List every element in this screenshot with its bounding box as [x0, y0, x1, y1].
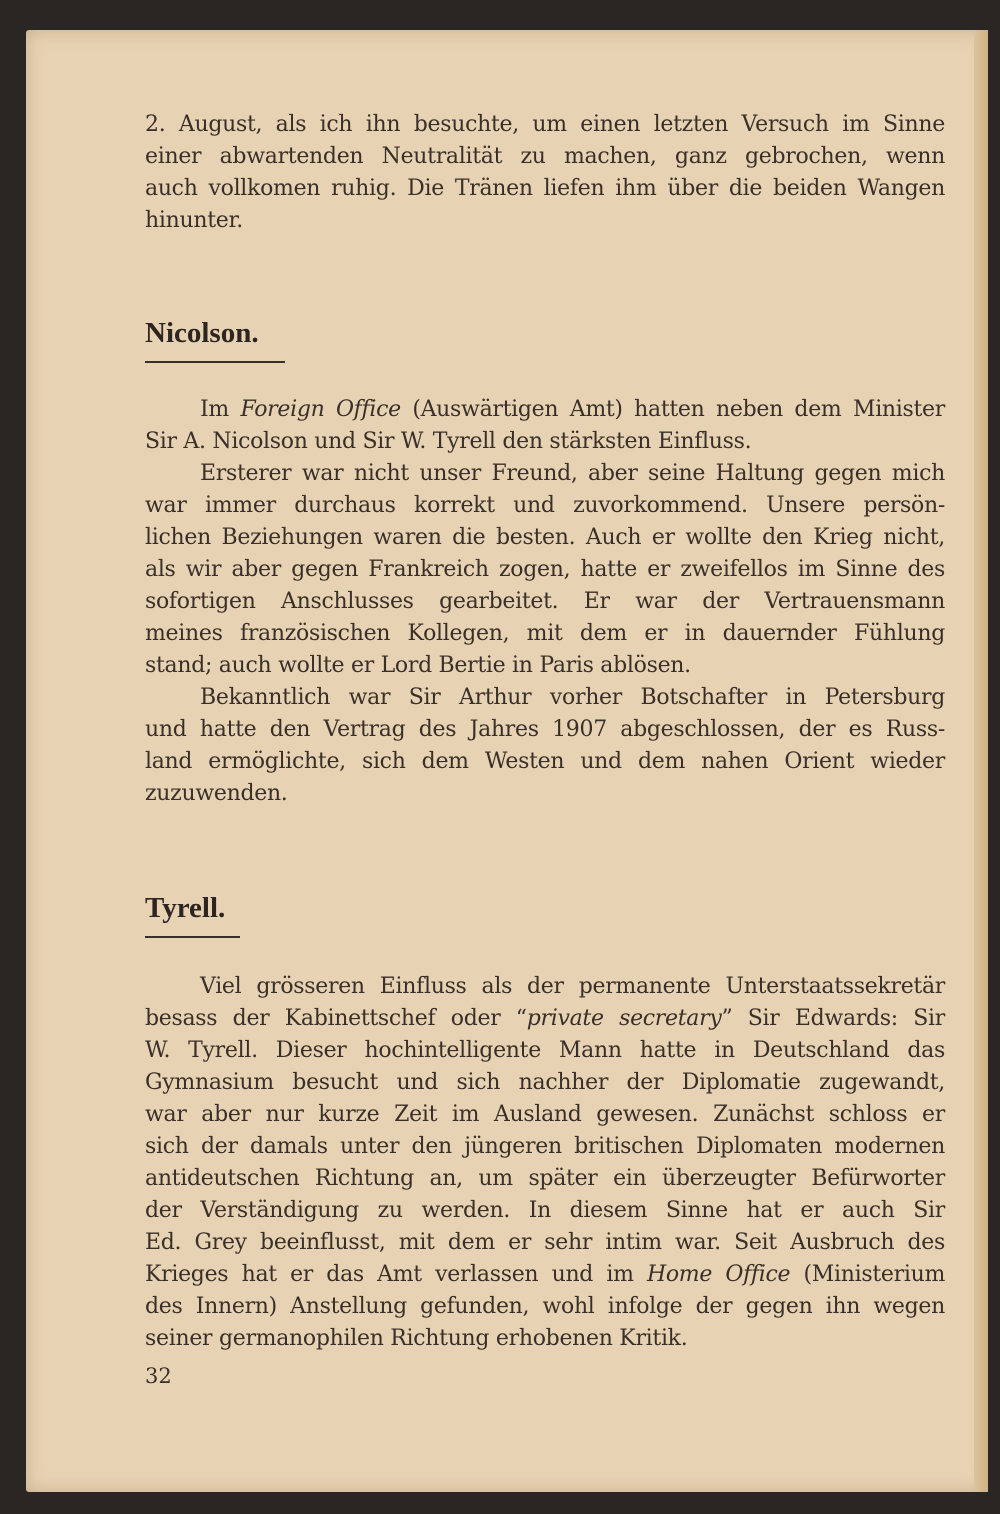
text-line: W. Tyrell. Dieser hochintelligente Mann hatte in Deutschland das	[145, 1038, 945, 1063]
text-line: der Verständigung zu werden. In diesem Sinne hat er auch Sir	[145, 1198, 945, 1223]
text-line: Krieges hat er das Amt verlassen und im Home Office (Ministerium	[145, 1262, 946, 1287]
page-edge	[974, 30, 988, 1492]
text-line: besass der Kabinettschef oder “private secretary” Sir Edwards: Sir	[145, 1006, 945, 1031]
text-line: sofortigen Anschlusses gearbeitet. Er war der Vertrauensmann	[145, 589, 945, 614]
intro-paragraph	[145, 109, 945, 237]
text-line: Viel grösseren Einfluss als der permanente Unterstaatssekretär	[200, 974, 945, 999]
text-line: meines französischen Kollegen, mit dem er in dauernder Fühlung	[145, 621, 945, 646]
text-line: auch vollkomen ruhig. Die Tränen liefen ihm über die beiden Wangen	[145, 176, 945, 201]
text-line: zuzuwenden.	[145, 781, 288, 806]
text-line: 2. August, als ich ihn besuchte, um einen letzten Versuch im Sinne	[145, 112, 945, 137]
text-line: stand; auch wollte er Lord Bertie in Paris ablösen.	[145, 653, 691, 678]
text-line: als wir aber gegen Frankreich zogen, hatte er zweifellos im Sinne des	[145, 557, 945, 582]
text-line: des Innern) Anstellung gefunden, wohl infolge der gegen ihn wegen	[145, 1294, 945, 1319]
heading-underline	[145, 936, 240, 938]
page-number: 32	[145, 1364, 172, 1388]
nicolson-text	[145, 394, 945, 810]
text-line: einer abwartenden Neutralität zu machen, ganz gebrochen, wenn	[145, 144, 945, 169]
text-line: war immer durchaus korrekt und zuvorkommend. Unsere persön-	[145, 493, 945, 518]
text-line: hinunter.	[145, 208, 243, 233]
text-line: Gymnasium besucht und sich nachher der Diplomatie zugewandt,	[145, 1070, 945, 1095]
text-line: Im Foreign Office (Auswärtigen Amt) hatten neben dem Minister	[200, 397, 945, 422]
section-heading-tyrell: Tyrell.	[145, 892, 226, 924]
text-line: seiner germanophilen Richtung erhobenen Kritik.	[145, 1326, 688, 1351]
text-line: Ed. Grey beeinflusst, mit dem er sehr intim war. Seit Ausbruch des	[145, 1230, 945, 1255]
tyrell-text	[145, 971, 945, 1355]
text-line: lichen Beziehungen waren die besten. Auch er wollte den Krieg nicht,	[145, 525, 945, 550]
text-line: war aber nur kurze Zeit im Ausland gewesen. Zunächst schloss er	[145, 1102, 945, 1127]
text-line: Ersterer war nicht unser Freund, aber seine Haltung gegen mich	[200, 461, 945, 486]
text-line: Sir A. Nicolson und Sir W. Tyrell den stärksten Einfluss.	[145, 429, 752, 454]
text-line: Bekanntlich war Sir Arthur vorher Botschafter in Petersburg	[200, 685, 945, 710]
text-line: sich der damals unter den jüngeren britischen Diplomaten modernen	[145, 1134, 945, 1159]
section-heading-nicolson: Nicolson.	[145, 317, 259, 349]
text-line: antideutschen Richtung an, um später ein überzeugter Befürworter	[145, 1166, 945, 1191]
heading-underline	[145, 361, 285, 363]
text-line: und hatte den Vertrag des Jahres 1907 abgeschlossen, der es Russ-	[145, 717, 945, 742]
text-line: land ermöglichte, sich dem Westen und dem nahen Orient wieder	[145, 749, 945, 774]
